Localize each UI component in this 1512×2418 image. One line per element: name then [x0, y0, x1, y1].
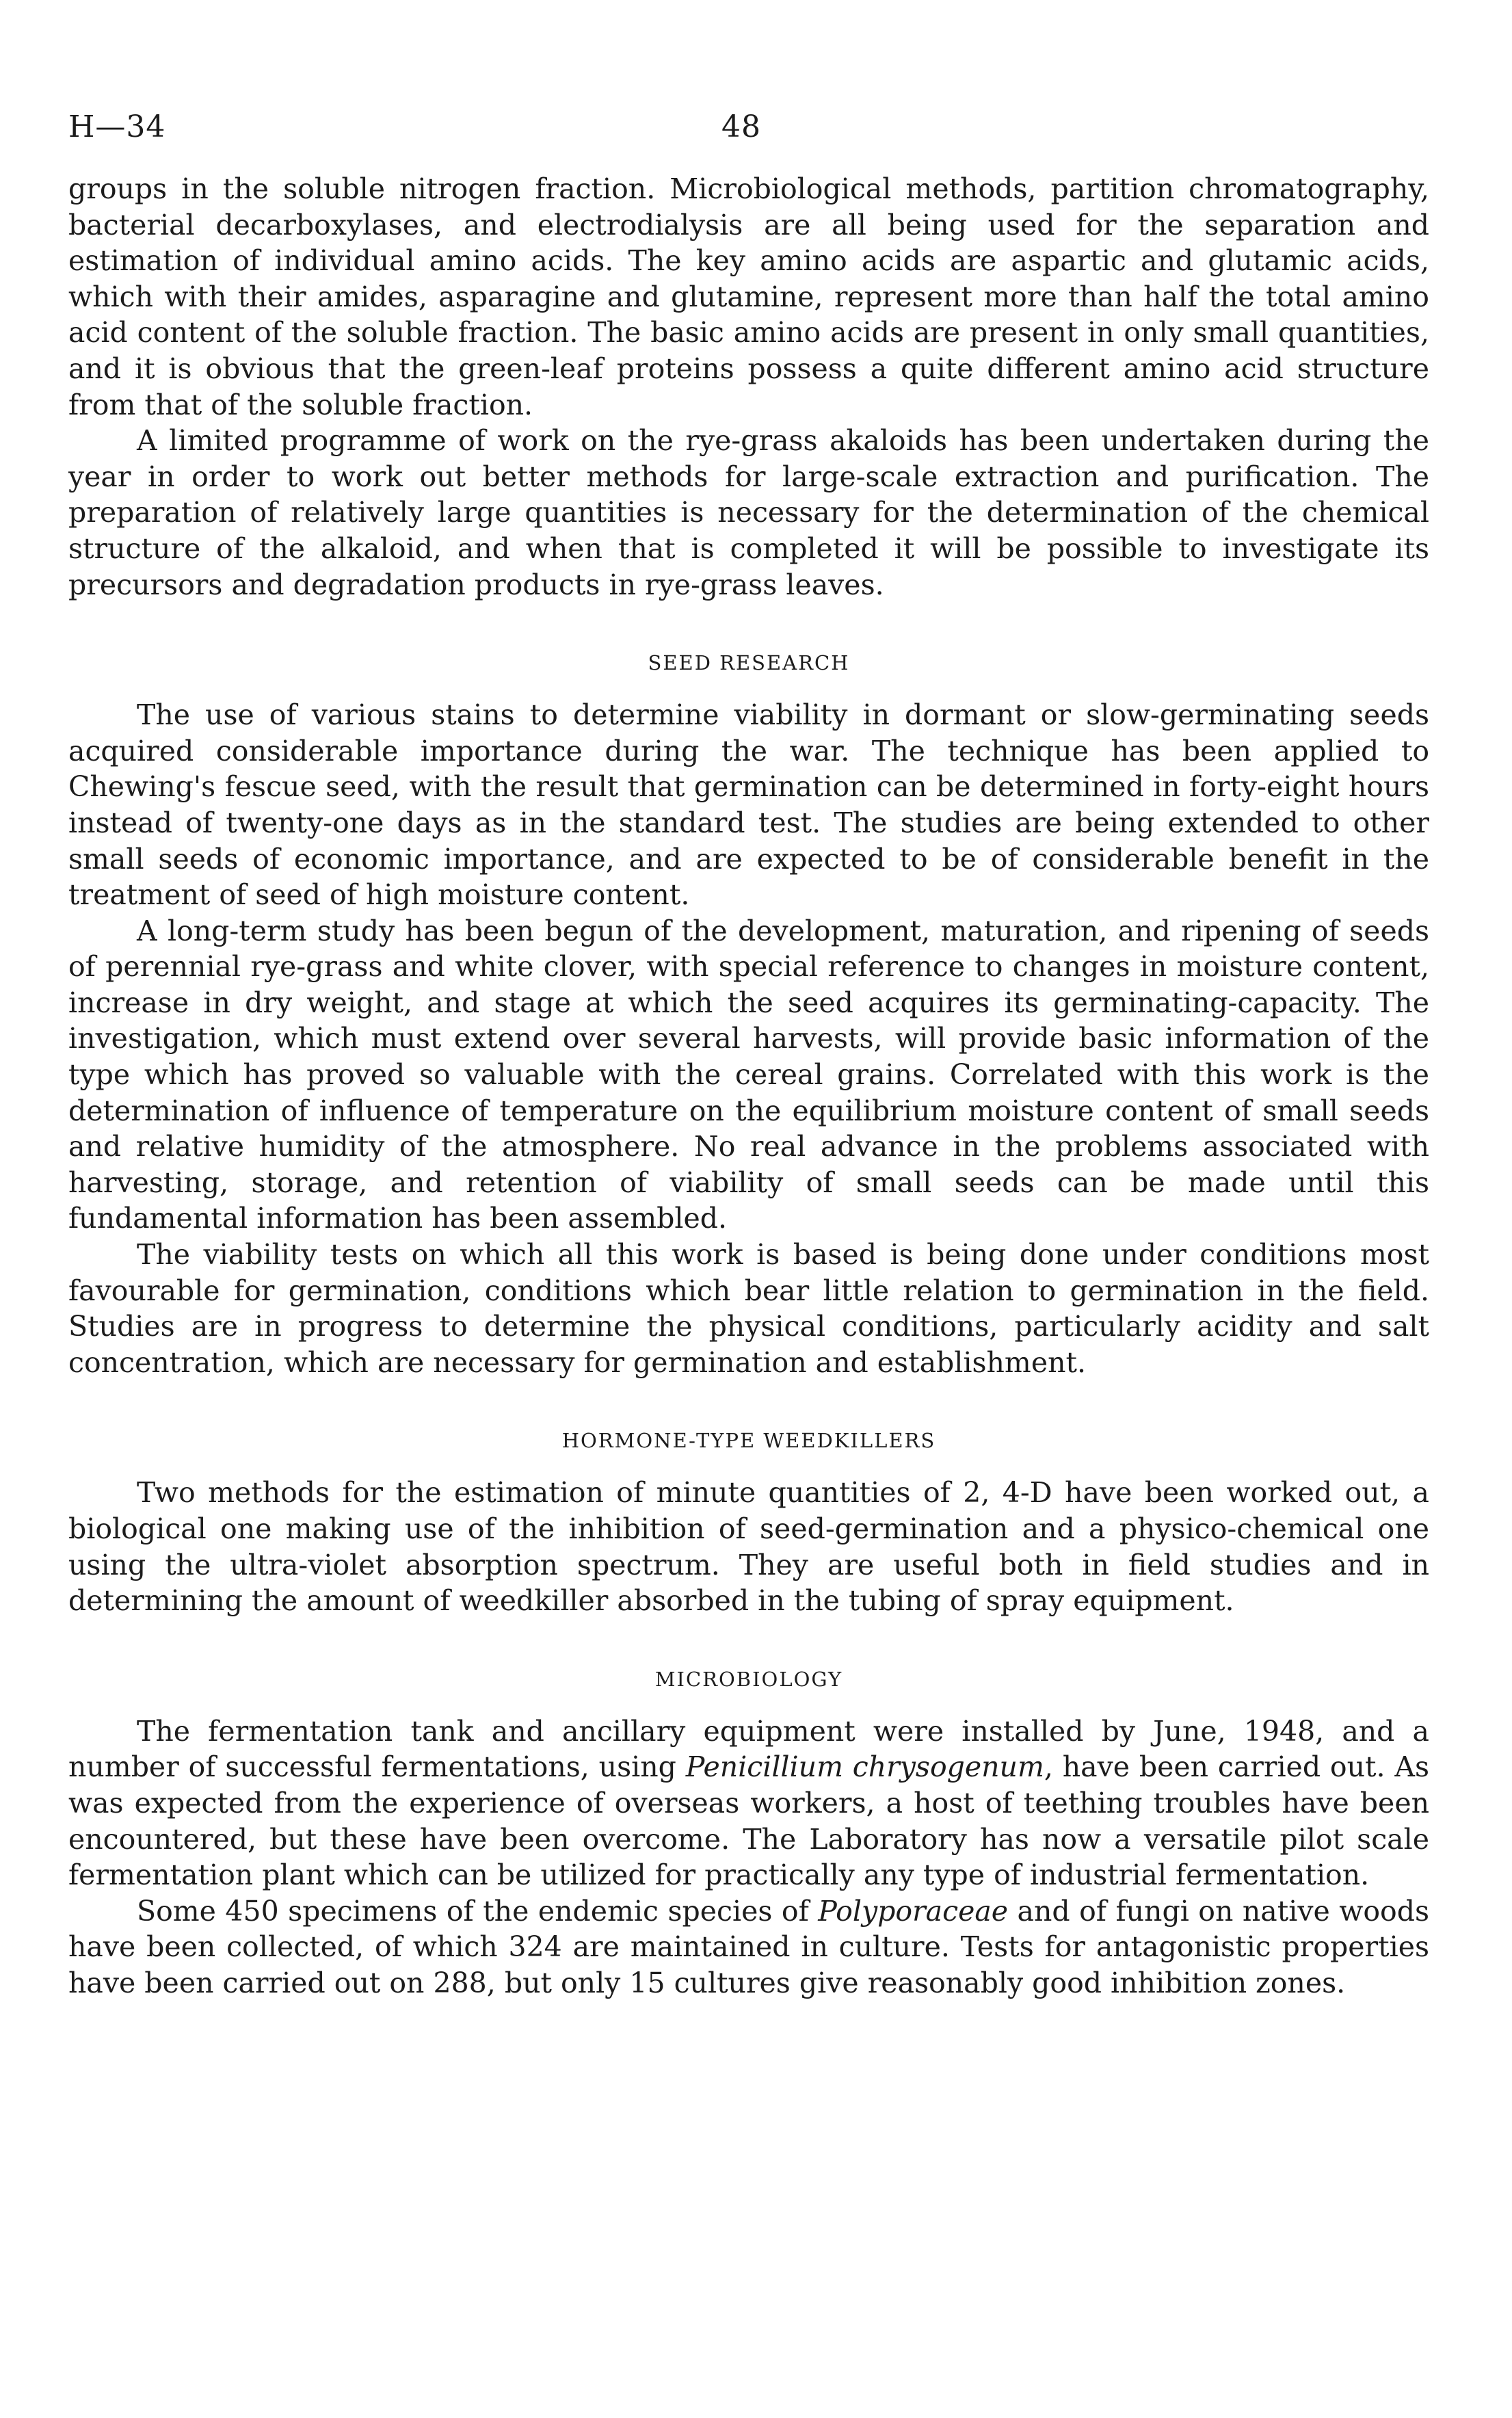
microbiology-p1-text-a: The fermentation tank and ancillary equipment were installed by June, 1948, and a number of successful fermentations, using — [68, 1714, 1429, 1784]
report-reference: H—34 — [68, 109, 166, 144]
seed-research-paragraph-1: The use of various stains to determine viability in dormant or slow-germinating seeds acquired considerable importance during the war. The technique has been applied to Chewing's fescue seed, with the result that germination can be determined in forty-eight hours instead of twenty-one days as in the standard test. The studies are being extended to other small seeds of economic importance, and are expected to be of considerable benefit in the treatment of seed of high moisture content. — [68, 698, 1429, 912]
microbiology-p2-text-a: Some 450 specimens of the endemic species of — [137, 1894, 819, 1928]
microbiology-p2-text-b: and of fungi on native woods have been collected, of which 324 are maintained in culture. Tests for antagonistic properties have been carried out on 288, but only 15 cultures give reasonably good inhibition zones. — [68, 1894, 1429, 1999]
document-page — [68, 109, 1429, 2001]
section-heading-seed-research: SEED RESEARCH — [648, 651, 850, 675]
seed-research-paragraph-3: The viability tests on which all this work is based is being done under conditions most favourable for germination, conditions which bear little relation to germination in the field. Studies are in progress to determine the physical conditions, particularly acidity and salt concentration, which are necessary for germination and establishment. — [68, 1238, 1429, 1379]
page-header — [68, 109, 1429, 171]
intro-paragraph-continued: groups in the soluble nitrogen fraction. Microbiological methods, partition chromatography, bacterial decarboxylases, and electrodialysis are all being used for the separation and estimation of individual amino acids. The key amino acids are aspartic and glutamic acids, which with their amides, asparagine and glutamine, represent more than half the total amino acid content of the soluble fraction. The basic amino acids are present in only small quantities, and it is obvious that the green-leaf proteins possess a quite different amino acid structure from that of the soluble fraction. — [68, 172, 1429, 421]
species-name-penicillium: Penicillium chrysogenum — [685, 1750, 1044, 1784]
weedkillers-paragraph: Two methods for the estimation of minute quantities of 2, 4-D have been worked out, a biological one making use of the inhibition of seed-germination and a physico-chemical one using the ultra-violet absorption spectrum. They are useful both in field studies and in determining the amount of weedkiller absorbed in the tubing of spray equipment. — [68, 1476, 1429, 1618]
page-number: 48 — [721, 109, 761, 144]
intro-paragraph-alkaloids: A limited programme of work on the rye-grass akaloids has been undertaken during the year in order to work out better methods for large-scale extraction and purification. The preparation of relatively large quantities is necessary for the determination of the chemical structure of the alkaloid, and when that is completed it will be possible to investigate its precursors and degradation products in rye-grass leaves. — [68, 424, 1429, 601]
microbiology-p1-text-b: , have been carried out. As was expected from the experience of overseas workers, a host of teething troubles have been encountered, but these have been overcome. The Laboratory has now a versatile pilot scale fermentation plant which can be utilized for practically any type of industrial fermentation. — [68, 1750, 1429, 1892]
microbiology-paragraph-1 — [68, 1713, 1429, 1893]
seed-research-paragraph-2: A long-term study has been begun of the development, maturation, and ripening of seeds of perennial rye-grass and white clover, with special reference to changes in moisture content, increase in dry weight, and stage at which the seed acquires its germinating-capacity. The investigation, which must extend over several harvests, will provide basic information of the type which has proved so valuable with the cereal grains. Correlated with this work is the determination of influence of temperature on the equilibrium moisture content of small seeds and relative humidity of the atmosphere. No real advance in the problems associated with harvesting, storage, and retention of viability of small seeds can be made until this fundamental information has been assembled. — [68, 914, 1429, 1235]
section-heading-weedkillers: HORMONE-TYPE WEEDKILLERS — [561, 1429, 936, 1453]
microbiology-paragraph-2 — [68, 1893, 1429, 2001]
family-name-polyporaceae: Polyporaceae — [818, 1894, 1009, 1928]
section-heading-microbiology: MICROBIOLOGY — [654, 1667, 843, 1691]
